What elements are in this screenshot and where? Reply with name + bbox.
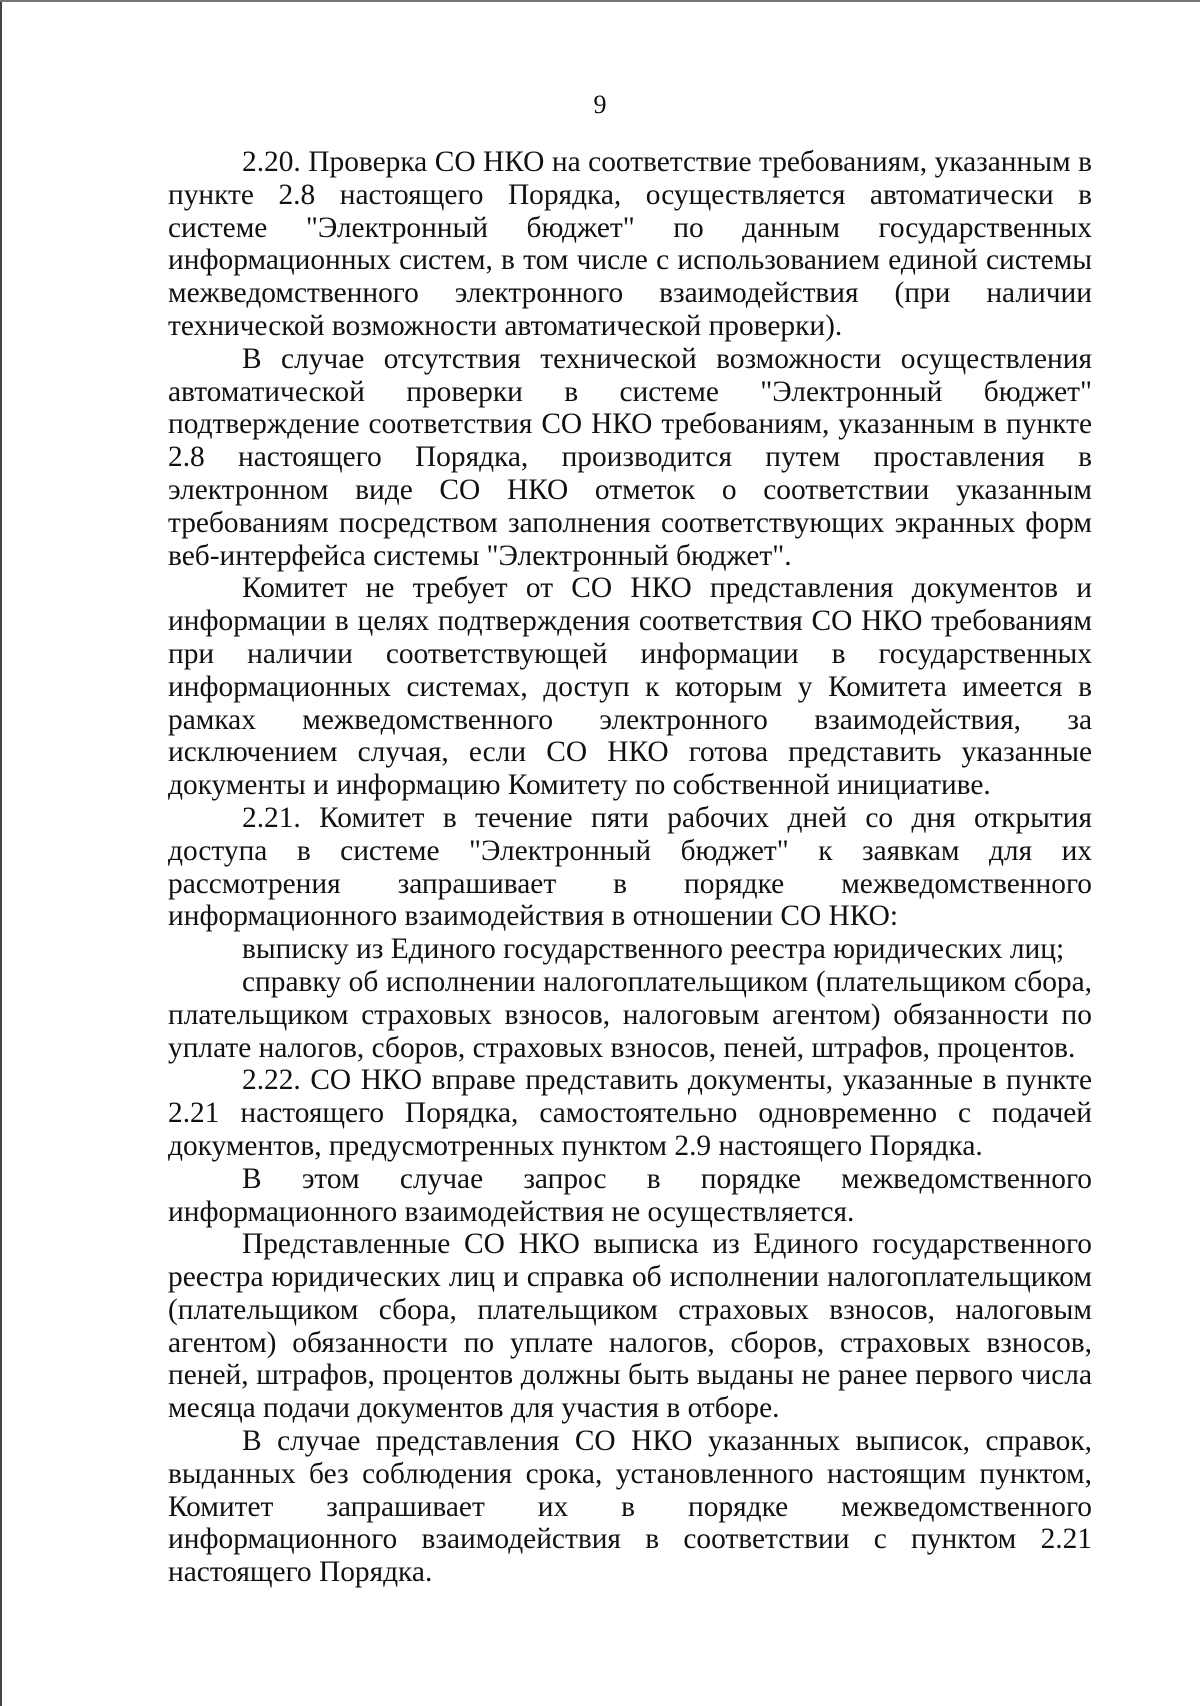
paragraph-issue-date: Представленные СО НКО выписка из Единого государственного реестра юридических лиц и справка об исполнении налогоплательщиком (плательщиком сбора, плательщиком страховых взносов, налоговым агентом) обязанности по уплате налогов, сборов, страховых взносов, пеней, штрафов, процентов должны быть выданы не ранее первого числа месяца подачи документов для участия в отборе. <box>168 1228 1092 1425</box>
list-item-tax-certificate: справку об исполнении налогоплательщиком (плательщиком сбора, плательщиком страховых взносов, налоговым агентом) обязанности по уплате налогов, сборов, страховых взносов, пеней, штрафов, процентов. <box>168 965 1092 1064</box>
paragraph-no-auto-check: В случае отсутствия технической возможности осуществления автоматической проверки в системе "Электронный бюджет" подтверждение соответствия СО НКО требованиям, указанным в пункте 2.8 настоящего Порядка, производится путем проставления в электронном виде СО НКО отметок о соответствии указанным требованиям посредством заполнения соответствующих экранных форм веб-интерфейса системы "Электронный бюджет". <box>168 342 1092 572</box>
document-body <box>168 146 1092 1589</box>
scan-edge-left <box>0 0 2 1706</box>
page-number: 9 <box>593 90 607 119</box>
list-item-registry-extract: выписку из Единого государственного реестра юридических лиц; <box>242 933 1065 966</box>
paragraph-2-22: 2.22. СО НКО вправе представить документы, указанные в пункте 2.21 настоящего Порядка, самостоятельно одновременно с подачей документов, предусмотренных пунктом 2.9 настоящего Порядка. <box>168 1064 1092 1162</box>
paragraph-committee-not-require: Комитет не требует от СО НКО представления документов и информации в целях подтверждения соответствия СО НКО требованиям при наличии соответствующей информации в государственных информационных системах, доступ к которым у Комитета имеется в рамках межведомственного электронного взаимодействия, за исключением случая, если СО НКО готова представить указанные документы и информацию Комитету по собственной инициативе. <box>168 572 1092 802</box>
scan-edge-top <box>0 0 1200 2</box>
paragraph-2-21: 2.21. Комитет в течение пяти рабочих дней со дня открытия доступа в системе "Электронный бюджет" к заявкам для их рассмотрения запрашивает в порядке межведомственного информационного взаимодействия в отношении СО НКО: <box>168 801 1092 933</box>
paragraph-no-request: В этом случае запрос в порядке межведомственного информационного взаимодействия не осуществляется. <box>168 1162 1092 1228</box>
paragraph-expired-documents: В случае представления СО НКО указанных выписок, справок, выданных без соблюдения срока, установленного настоящим пунктом, Комитет запрашивает их в порядке межведомственного информационного взаимодействия в соответствии с пунктом 2.21 настоящего Порядка. <box>168 1425 1092 1589</box>
paragraph-2-20: 2.20. Проверка СО НКО на соответствие требованиям, указанным в пункте 2.8 настоящего Порядка, осуществляется автоматически в системе "Электронный бюджет" по данным государственных информационных систем, в том числе с использованием единой системы межведомственного электронного взаимодействия (при наличии технической возможности автоматической проверки). <box>168 146 1092 342</box>
